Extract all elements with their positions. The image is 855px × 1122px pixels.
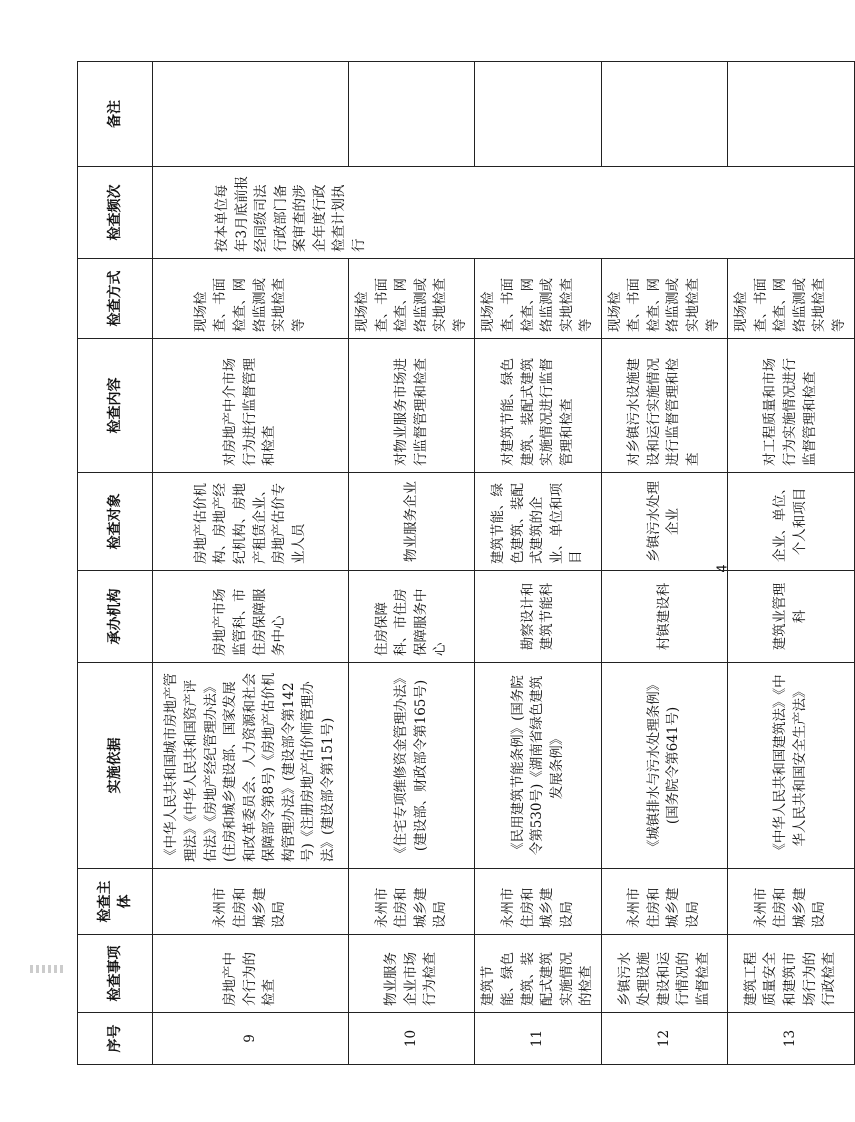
cell-method: 现场检查、书面检查、网络监测或实地检查等 xyxy=(153,259,349,339)
cell-agency: 住房保障科、市住房保障服务中心 xyxy=(349,571,475,663)
cell-basis: 《民用建筑节能条例》(国务院令第530号)《湖南省绿色建筑发展条例》 xyxy=(475,663,601,869)
cell-agency: 建筑业管理科 xyxy=(728,571,854,663)
cell-target: 建筑节能、绿色建筑、装配式建筑的企业、单位和项目 xyxy=(475,473,601,571)
scan-smudge xyxy=(30,965,66,973)
cell-frequency-shared: 按本单位每年3月底前报经同级司法行政部门备案审查的涉企年度行政检查计划执行 xyxy=(153,167,855,259)
header-row xyxy=(78,62,153,1065)
inspection-table xyxy=(77,61,855,1065)
cell-no: 10 xyxy=(349,1013,475,1065)
cell-method: 现场检查、书面检查、网络监测或实地检查等 xyxy=(349,259,475,339)
header-agency: 承办机构 xyxy=(78,571,153,663)
cell-basis: 《中华人民共和国建筑法》《中华人民共和国安全生产法》 xyxy=(728,663,854,869)
rotated-table-wrapper xyxy=(77,62,847,1065)
cell-item: 建筑节能、绿色建筑、装配式建筑实施情况的检查 xyxy=(475,935,601,1013)
cell-content: 对乡镇污水设施建设和运行实施情况进行监督管理和检查 xyxy=(601,339,727,473)
cell-no: 12 xyxy=(601,1013,727,1065)
cell-subject: 永州市住房和城乡建设局 xyxy=(601,869,727,935)
header-frequency: 检查频次 xyxy=(78,167,153,259)
cell-content: 对房地产中介市场行为进行监督管理和检查 xyxy=(153,339,349,473)
cell-note xyxy=(475,62,601,167)
header-subject: 检查主体 xyxy=(78,869,153,935)
cell-note xyxy=(728,62,854,167)
header-note: 备注 xyxy=(78,62,153,167)
header-no: 序号 xyxy=(78,1013,153,1065)
cell-subject: 永州市住房和城乡建设局 xyxy=(728,869,854,935)
cell-basis: 《中华人民共和国城市房地产管理法》《中华人民共和国资产评估法》《房地产经纪管理办法》(住房和城乡建设部、国家发展和改革委员会、人力资源和社会保障部令第8号)《房地产估价机构管理办法》(建设部令第142号)《注册房地产估价师管理办法》(建设部令第151号) xyxy=(153,663,349,869)
cell-target: 房地产估价机构、房地产经纪机构、房地产租赁企业、房地产估价专业人员 xyxy=(153,473,349,571)
table-row xyxy=(153,62,349,1065)
cell-target: 物业服务企业 xyxy=(349,473,475,571)
header-basis: 实施依据 xyxy=(78,663,153,869)
cell-subject: 永州市住房和城乡建设局 xyxy=(475,869,601,935)
cell-agency: 勘察设计和建筑节能科 xyxy=(475,571,601,663)
header-content: 检查内容 xyxy=(78,339,153,473)
cell-note xyxy=(153,62,349,167)
cell-no: 9 xyxy=(153,1013,349,1065)
cell-content: 对工程质量和市场行为实施情况进行监督管理和检查 xyxy=(728,339,854,473)
cell-note xyxy=(601,62,727,167)
cell-item: 建筑工程质量安全和建筑市场行为的行政检查 xyxy=(728,935,854,1013)
header-method: 检查方式 xyxy=(78,259,153,339)
cell-target: 企业、单位、个人和项目 xyxy=(728,473,854,571)
cell-item: 物业服务企业市场行为检查 xyxy=(349,935,475,1013)
cell-no: 11 xyxy=(475,1013,601,1065)
cell-content: 对建筑节能、绿色建筑、装配式建筑实施情况进行监督管理和检查 xyxy=(475,339,601,473)
cell-subject: 永州市住房和城乡建设局 xyxy=(349,869,475,935)
cell-note xyxy=(349,62,475,167)
cell-agency: 村镇建设科 xyxy=(601,571,727,663)
cell-no: 13 xyxy=(728,1013,854,1065)
header-item: 检查事项 xyxy=(78,935,153,1013)
cell-method: 现场检查、书面检查、网络监测或实地检查等 xyxy=(475,259,601,339)
cell-basis: 《城镇排水与污水处理条例》(国务院令第641号) xyxy=(601,663,727,869)
cell-method: 现场检查、书面检查、网络监测或实地检查等 xyxy=(728,259,854,339)
cell-method: 现场检查、书面检查、网络监测或实地检查等 xyxy=(601,259,727,339)
cell-target: 乡镇污水处理企业 xyxy=(601,473,727,571)
header-target: 检查对象 xyxy=(78,473,153,571)
cell-item: 乡镇污水处理设施建设和运行情况的监督检查 xyxy=(601,935,727,1013)
cell-agency: 房地产市场监管科、市住房保障服务中心 xyxy=(153,571,349,663)
cell-subject: 永州市住房和城乡建设局 xyxy=(153,869,349,935)
cell-basis: 《住宅专项维修资金管理办法》(建设部、财政部令第165号) xyxy=(349,663,475,869)
cell-content: 对物业服务市场进行监督管理和检查 xyxy=(349,339,475,473)
cell-item: 房地产中介行为的检查 xyxy=(153,935,349,1013)
page-number: 4 xyxy=(715,564,731,573)
